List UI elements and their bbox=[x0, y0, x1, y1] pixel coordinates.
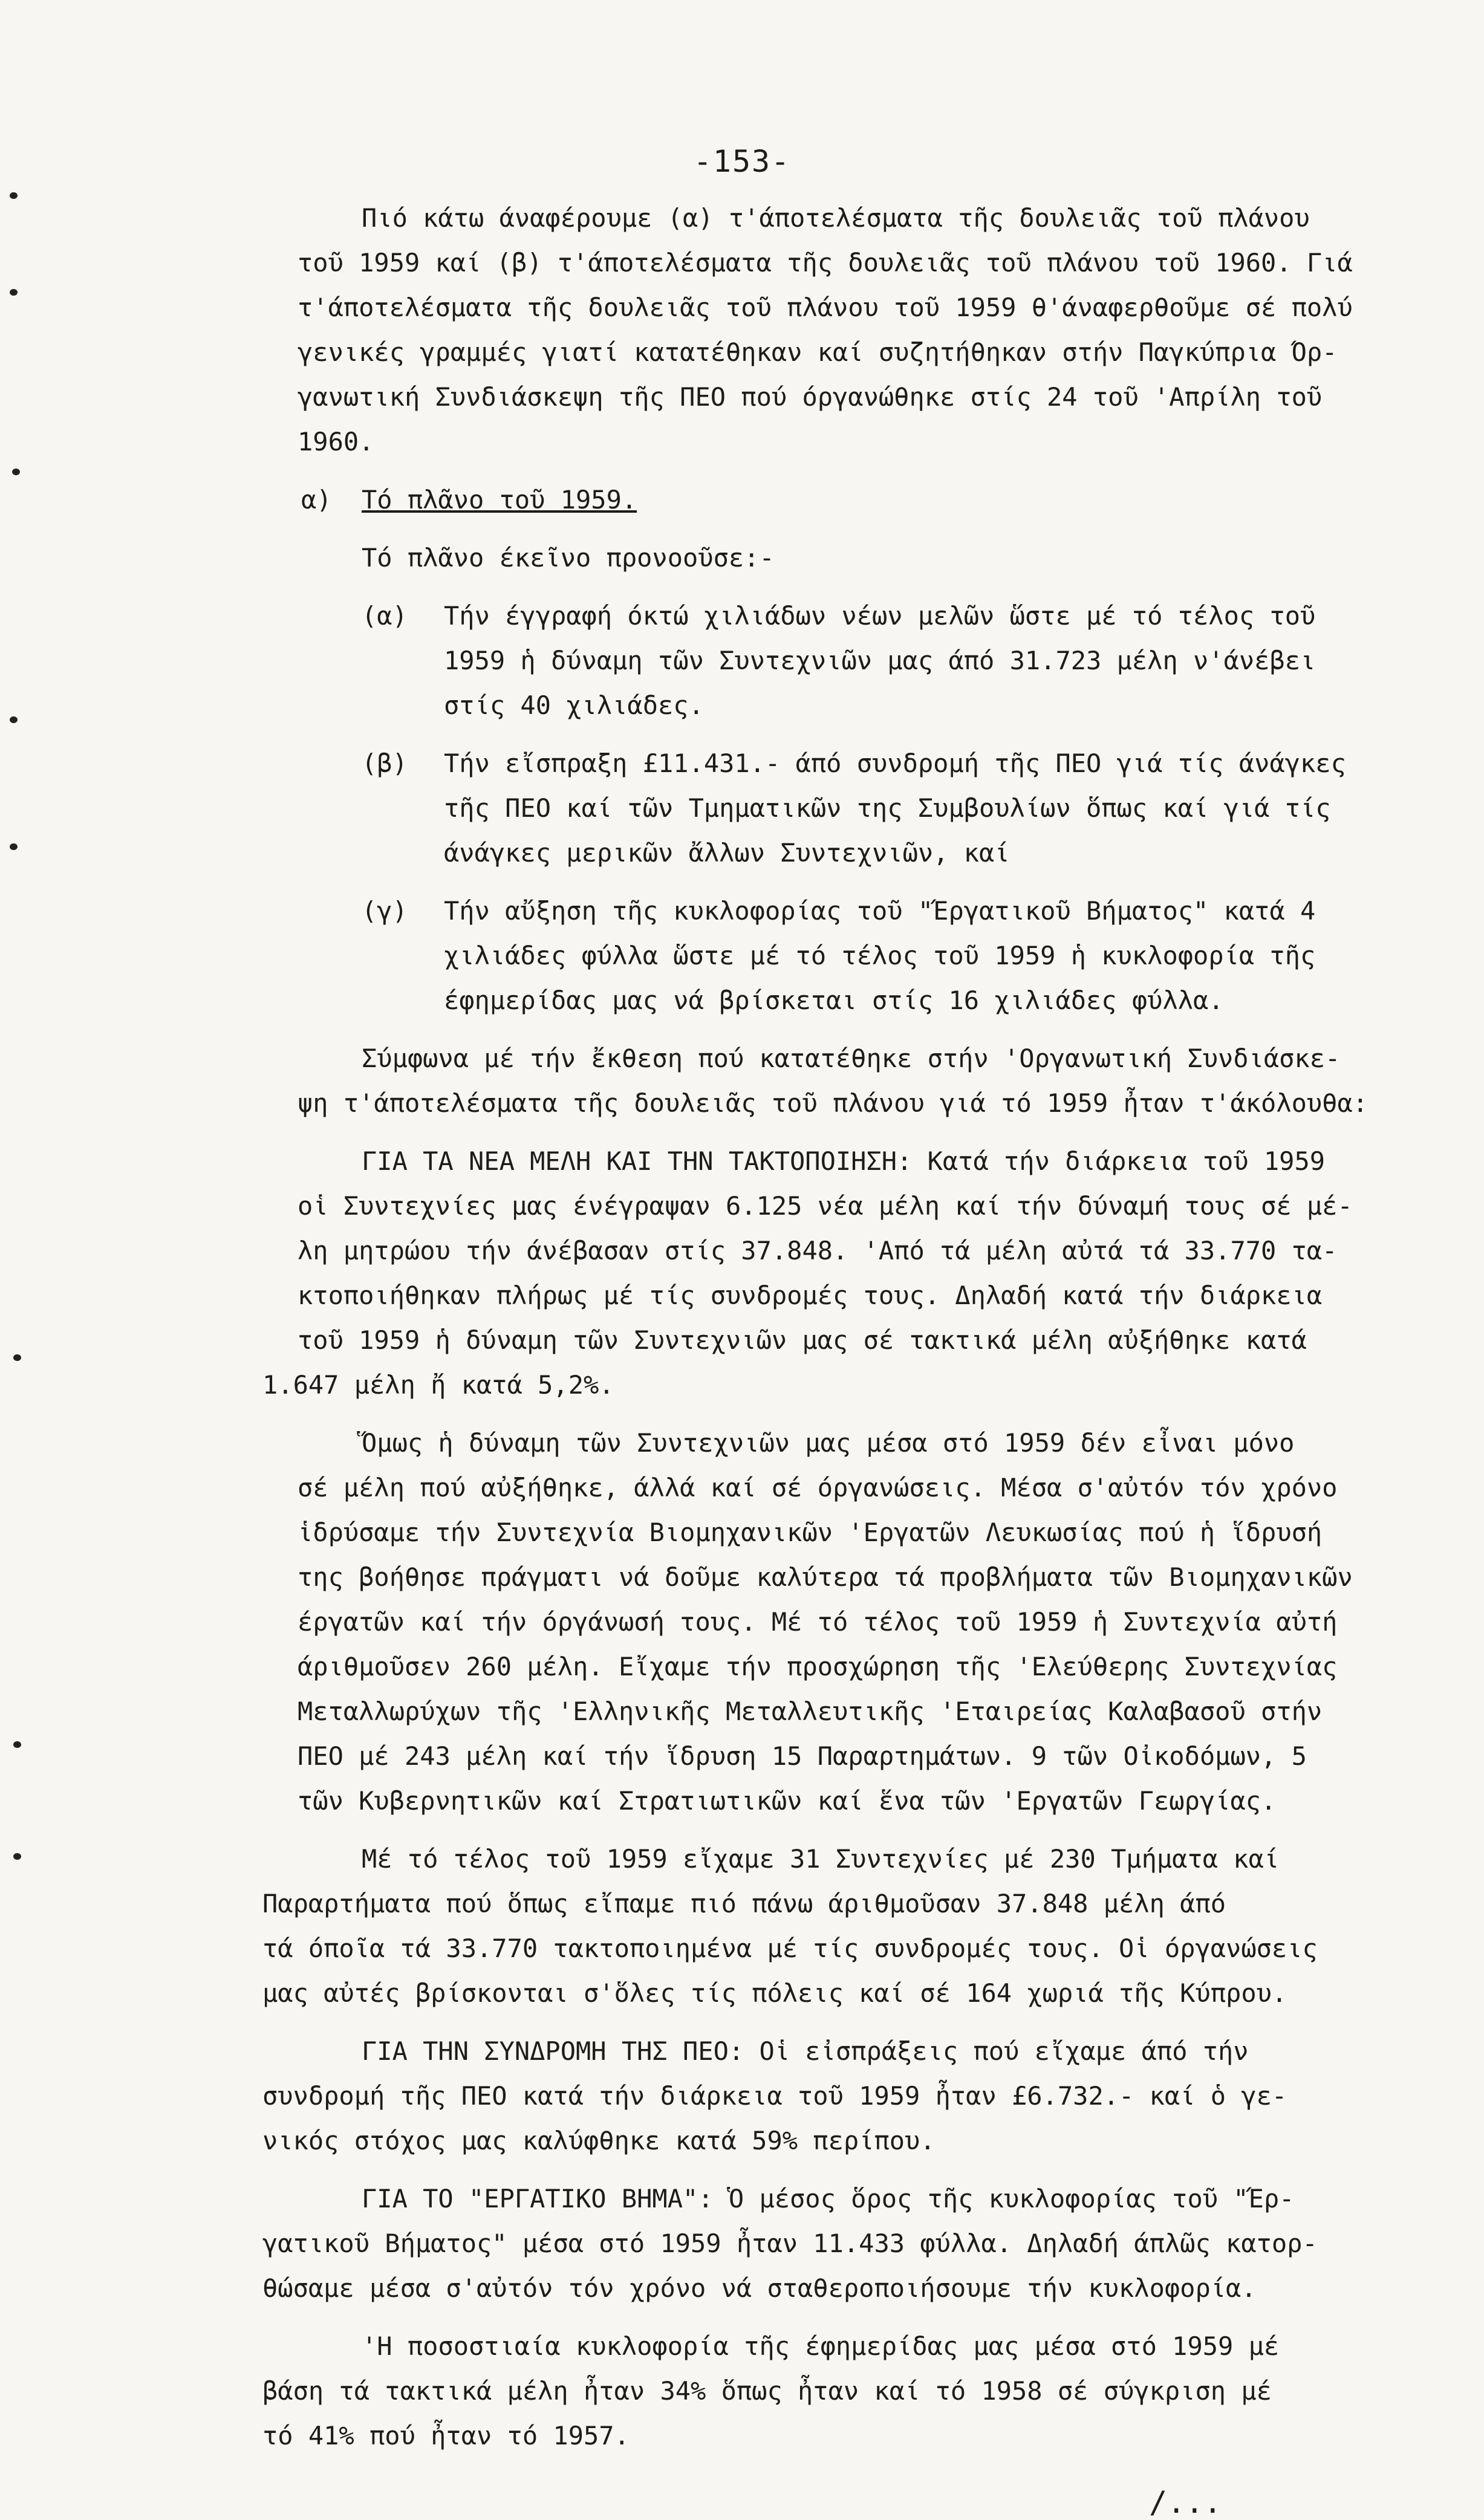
members-line: 1.647 μέλη ἤ κατά 5,2%. bbox=[262, 1370, 614, 1400]
vima-line: γατικοῦ Βήματος" μέσα στό 1959 ἦταν 11.433 φύλλα. Δηλαδή άπλῶς κατορ- bbox=[262, 2229, 1318, 2258]
however-line: σέ μέλη πού αὐξήθηκε, άλλά καί σέ όργανώσεις. Μέσα σ'αὐτόν τόν χρόνο bbox=[298, 1473, 1338, 1502]
intro-line: Πιό κάτω άναφέρουμε (α) τ'άποτελέσματα τῆς δουλειᾶς τοῦ πλάνου bbox=[362, 203, 1310, 233]
intro-line: τοῦ 1959 καί (β) τ'άποτελέσματα τῆς δουλειᾶς τοῦ πλάνου τοῦ 1960. Γιά bbox=[298, 248, 1353, 278]
percent-line: 'Η ποσοστιαία κυκλοφορία τῆς έφημερίδας μας μέσα στό 1959 μέ bbox=[362, 2331, 1280, 2361]
item-line: Τήν αὔξηση τῆς κυκλοφορίας τοῦ "Έργατικοῦ Βήματος" κατά 4 bbox=[444, 896, 1316, 926]
summary-line: Σύμφωνα μέ τήν ἔκθεση πού κατατέθηκε στήν 'Οργανωτική Συνδιάσκε- bbox=[362, 1044, 1341, 1073]
end-line: μας αὐτές βρίσκονται σ'ὅλες τίς πόλεις καί σέ 164 χωριά τῆς Κύπρου. bbox=[262, 1978, 1287, 2008]
members-line: τοῦ 1959 ἡ δύναμη τῶν Συντεχνιῶν μας σέ τακτικά μέλη αὐξήθηκε κατά bbox=[298, 1325, 1307, 1355]
percent-line: τό 41% πού ἦταν τό 1957. bbox=[262, 2421, 630, 2450]
members-line: λη μητρώου τήν άνέβασαν στίς 37.848. 'Από τά μέλη αὐτά τά 33.770 τα- bbox=[298, 1236, 1338, 1265]
however-line: της βοήθησε πράγματι νά δοῦμε καλύτερα τά προβλήματα τῶν Βιομηχανικῶν bbox=[298, 1562, 1353, 1592]
however-line: Μεταλλωρύχων τῆς 'Ελληνικῆς Μεταλλευτικῆς 'Εταιρείας Καλαβασοῦ στήν bbox=[298, 1697, 1323, 1726]
page-number: -153- bbox=[693, 144, 791, 179]
vima-line: θώσαμε μέσα σ'αὐτόν τόν χρόνο νά σταθεροποιήσουμε τήν κυκλοφορία. bbox=[262, 2273, 1257, 2303]
intro-line: γανωτική Συνδιάσκεψη τῆς ΠΕΟ πού όργανώθηκε στίς 24 τοῦ 'Απρίλη τοῦ bbox=[298, 382, 1323, 412]
end-line: Παραρτήματα πού ὅπως εἴπαμε πιό πάνω άριθμοῦσαν 37.848 μέλη άπό bbox=[262, 1889, 1226, 1918]
however-line: άριθμοῦσεν 260 μέλη. Εἴχαμε τήν προσχώρηση τῆς 'Ελεύθερης Συντεχνίας bbox=[298, 1652, 1338, 1681]
end-line: Μέ τό τέλος τοῦ 1959 εἴχαμε 31 Συντεχνίες μέ 230 Τμήματα καί bbox=[362, 1844, 1280, 1874]
margin-mark bbox=[13, 1354, 21, 1361]
however-line: τῶν Κυβερνητικῶν καί Στρατιωτικῶν καί ἕνα τῶν 'Εργατῶν Γεωργίας. bbox=[298, 1786, 1277, 1816]
section-heading: Τό πλᾶνο τοῦ 1959. bbox=[362, 485, 637, 515]
item-line: Τήν έγγραφή όκτώ χιλιάδων νέων μελῶν ὥστε μέ τό τέλος τοῦ bbox=[444, 601, 1316, 631]
margin-mark bbox=[10, 716, 18, 723]
members-line: ΓΙΑ ΤΑ ΝΕΑ ΜΕΛΗ ΚΑΙ ΤΗΝ ΤΑΚΤΟΠΟΙΗΣΗ: Κατά τήν διάρκεια τοῦ 1959 bbox=[362, 1146, 1326, 1176]
section-a-marker: α) bbox=[301, 485, 332, 515]
item-marker: (α) bbox=[362, 601, 408, 631]
dues-line: νικός στόχος μας καλύφθηκε κατά 59% περίπου. bbox=[262, 2126, 936, 2155]
margin-mark bbox=[13, 1741, 21, 1748]
however-line: έργατῶν καί τήν όργάνωσή τους. Μέ τό τέλος τοῦ 1959 ἡ Συντεχνία αὐτή bbox=[298, 1607, 1338, 1637]
item-line: Τήν εἴσπραξη £11.431.- άπό συνδρομή τῆς ΠΕΟ γιά τίς άνάγκες bbox=[444, 749, 1346, 778]
percent-line: βάση τά τακτικά μέλη ἦταν 34% ὅπως ἦταν καί τό 1958 σέ σύγκριση μέ bbox=[262, 2376, 1272, 2406]
dues-line: συνδρομή τῆς ΠΕΟ κατά τήν διάρκεια τοῦ 1959 ἦταν £6.732.- καί ὁ γε- bbox=[262, 2081, 1287, 2111]
margin-mark bbox=[12, 469, 20, 475]
intro-line: 1960. bbox=[298, 427, 374, 456]
section-lead: Τό πλᾶνο έκεῖνο προνοοῦσε:- bbox=[362, 543, 775, 573]
item-line: στίς 40 χιλιάδες. bbox=[444, 690, 704, 720]
members-line: κτοποιήθηκαν πλήρως μέ τίς συνδρομές τους. Δηλαδή κατά τήν διάρκεια bbox=[298, 1281, 1323, 1310]
dues-line: ΓΙΑ ΤΗΝ ΣΥΝΔΡΟΜΗ ΤΗΣ ΠΕΟ: Οἱ εἰσπράξεις πού εἴχαμε άπό τήν bbox=[362, 2036, 1249, 2066]
vima-line: ΓΙΑ ΤΟ "ΕΡΓΑΤΙΚΟ ΒΗΜΑ": Ὁ μέσος ὅρος τῆς κυκλοφορίας τοῦ "Έρ- bbox=[362, 2184, 1295, 2213]
continuation-mark: /... bbox=[1149, 2485, 1222, 2520]
item-line: έφημερίδας μας νά βρίσκεται στίς 16 χιλιάδες φύλλα. bbox=[444, 986, 1224, 1015]
item-marker: (γ) bbox=[362, 896, 408, 926]
margin-mark bbox=[13, 1853, 21, 1860]
margin-mark bbox=[10, 843, 18, 850]
intro-line: γενικές γραμμές γιατί κατατέθηκαν καί συζητήθηκαν στήν Παγκύπρια Όρ- bbox=[298, 337, 1338, 367]
summary-line: ψη τ'άποτελέσματα τῆς δουλειᾶς τοῦ πλάνου γιά τό 1959 ἦταν τ'άκόλουθα: bbox=[298, 1088, 1368, 1118]
end-line: τά όποῖα τά 33.770 τακτοποιημένα μέ τίς συνδρομές τους. Οἱ όργανώσεις bbox=[262, 1934, 1318, 1963]
margin-mark bbox=[10, 192, 18, 199]
item-line: τῆς ΠΕΟ καί τῶν Τμηματικῶν της Συμβουλίων ὅπως καί γιά τίς bbox=[444, 793, 1331, 823]
however-line: Ὅμως ἡ δύναμη τῶν Συντεχνιῶν μας μέσα στό 1959 δέν εἶναι μόνο bbox=[362, 1428, 1295, 1458]
item-marker: (β) bbox=[362, 749, 408, 778]
members-line: οἱ Συντεχνίες μας ένέγραψαν 6.125 νέα μέλη καί τήν δύναμή τους σέ μέ- bbox=[298, 1191, 1353, 1221]
item-line: άνάγκες μερικῶν ἄλλων Συντεχνιῶν, καί bbox=[444, 838, 1010, 868]
however-line: ἱδρύσαμε τήν Συντεχνία Βιομηχανικῶν 'Εργατῶν Λευκωσίας πού ἡ ἵδρυσή bbox=[298, 1518, 1323, 1547]
item-line: 1959 ἡ δύναμη τῶν Συντεχνιῶν μας άπό 31.723 μέλη ν'άνέβει bbox=[444, 646, 1316, 675]
however-line: ΠΕΟ μέ 243 μέλη καί τήν ἵδρυση 15 Παραρτημάτων. 9 τῶν Οἰκοδόμων, 5 bbox=[298, 1741, 1307, 1771]
margin-mark bbox=[10, 289, 18, 296]
intro-line: τ'άποτελέσματα τῆς δουλειᾶς τοῦ πλάνου τοῦ 1959 θ'άναφερθοῦμε σέ πολύ bbox=[298, 293, 1353, 322]
item-line: χιλιάδες φύλλα ὥστε μέ τό τέλος τοῦ 1959 ἡ κυκλοφορία τῆς bbox=[444, 941, 1316, 970]
